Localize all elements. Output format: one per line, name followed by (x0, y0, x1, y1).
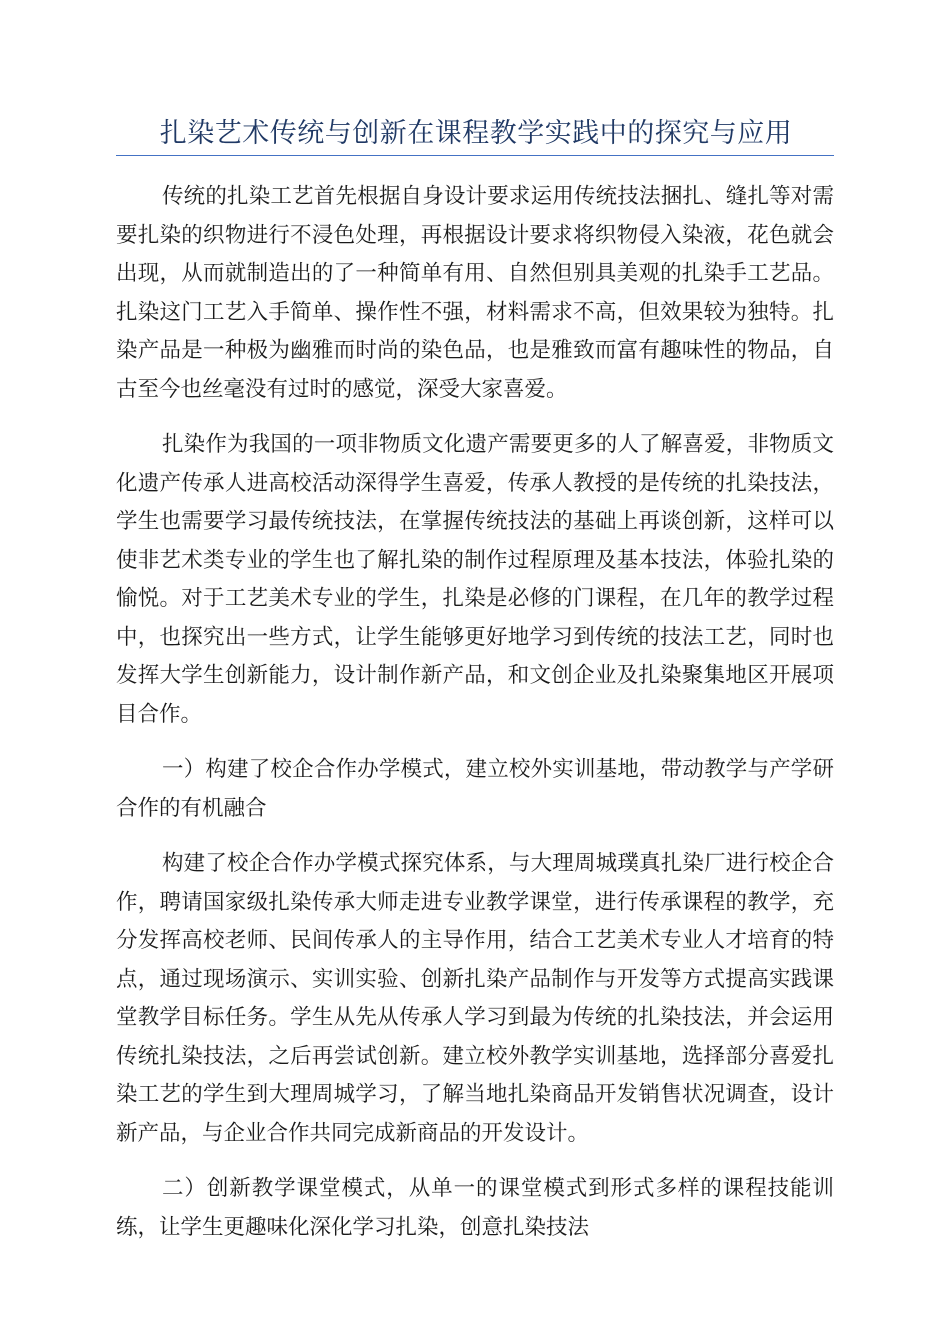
section-heading-1: 一）构建了校企合作办学模式，建立校外实训基地，带动教学与产学研合作的有机融合 (116, 757, 834, 821)
document-body (116, 178, 834, 1264)
paragraph-heritage: 扎染作为我国的一项非物质文化遗产需要更多的人了解喜爱，非物质文化遗产传承人进高校活动深得学生喜爱，传承人教授的是传统的扎染技法，学生也需要学习最传统技法，在掌握传统技法的基础上再谈创新，这样可以使非艺术类专业的学生也了解扎染的制作过程原理及基本技法，体验扎染的愉悦。对于工艺美术专业的学生，扎染是必修的门课程，在几年的教学过程中，也探究出一些方式，让学生能够更好地学习到传统的技法工艺，同时也发挥大学生创新能力，设计制作新产品，和文创企业及扎染聚集地区开展项目合作。 (116, 432, 834, 727)
title-underline (116, 155, 834, 156)
paragraph-intro: 传统的扎染工艺首先根据自身设计要求运用传统技法捆扎、缝扎等对需要扎染的织物进行不浸色处理，再根据设计要求将织物侵入染液，花色就会出现，从而就制造出的了一种简单有用、自然但别具美观的扎染手工艺品。扎染这门工艺入手简单、操作性不强，材料需求不高，但效果较为独特。扎染产品是一种极为幽雅而时尚的染色品，也是雅致而富有趣味性的物品，自古至今也丝毫没有过时的感觉，深受大家喜爱。 (116, 184, 834, 402)
document-title: 扎染艺术传统与创新在课程教学实践中的探究与应用 (159, 118, 793, 149)
paragraph-school-enterprise: 构建了校企合作办学模式探究体系，与大理周城璞真扎染厂进行校企合作，聘请国家级扎染传承大师走进专业教学课堂，进行传承课程的教学，充分发挥高校老师、民间传承人的主导作用，结合工艺美术专业人才培育的特点，通过现场演示、实训实验、创新扎染产品制作与开发等方式提高实践课堂教学目标任务。学生从先从传承人学习到最为传统的扎染技法，并会运用传统扎染技法，之后再尝试创新。建立校外教学实训基地，选择部分喜爱扎染工艺的学生到大理周城学习，了解当地扎染商品开发销售状况调查，设计新产品，与企业合作共同完成新商品的开发设计。 (116, 851, 834, 1146)
section-heading-2: 二）创新教学课堂模式，从单一的课堂模式到形式多样的课程技能训练，让学生更趣味化深化学习扎染，创意扎染技法 (116, 1176, 834, 1240)
